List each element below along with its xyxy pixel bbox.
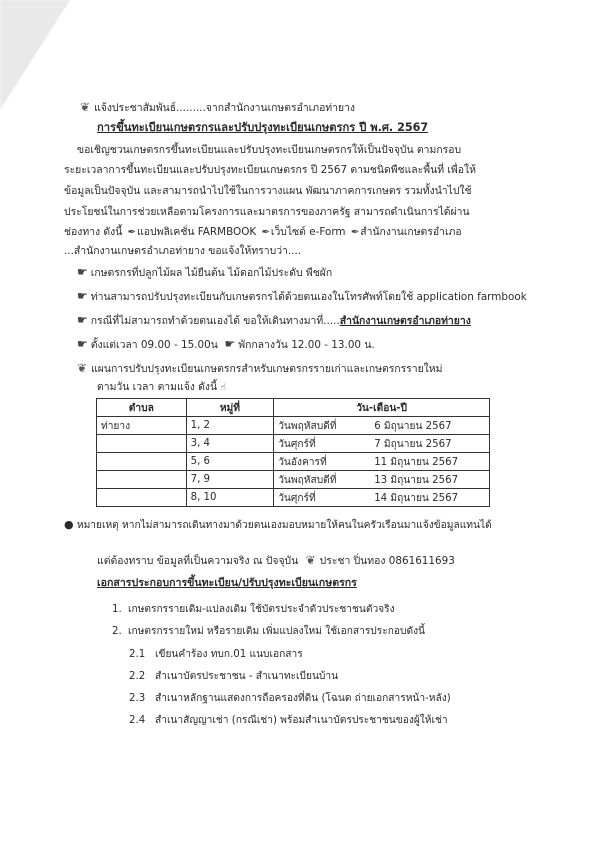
intro-line-2: ระยะเวลาการขึ้นทะเบียนและปรับปรุงทะเบียนเกษตรกร ปี 2567 ตามชนิดพืชและพื้นที่ เพื่อให้ [64,164,476,176]
table-row [97,435,490,453]
cell-date [274,453,490,471]
item-number: 1. [112,604,122,615]
cell-tambon [97,489,187,507]
announce-line [80,100,355,115]
intro-line-6: ...สำนักงานเกษตรอำเภอท่ายาง ขอแจ้งให้ทราบว่า.... [64,245,302,257]
intro-line-1: ขอเชิญชวนเกษตรกรขึ้นทะเบียนและปรับปรุงทะเบียนเกษตรกรให้เป็นปัจจุบัน ตามกรอบ [77,144,462,156]
cell-moo: 5, 6 [186,453,274,471]
item-number: 2. [112,626,122,637]
office-hours: ตั้งแต่เวลา 09.00 - 15.00น [90,339,218,351]
plan-line-2 [97,380,226,395]
list-item [112,603,395,617]
channel-farmbook: แอปพลิเคชั่น FARMBOOK [137,226,257,238]
cell-tambon [97,453,187,471]
item-number: 2.3 [129,693,146,704]
cell-moo: 7, 9 [186,471,274,489]
cell-day: วันศุกร์ที่ [278,438,316,450]
cell-moo: 8, 10 [186,489,274,507]
contact-text: ประชา ปิ่นทอง 0861611693 [319,555,455,567]
cell-date [274,471,490,489]
map-pin-icon: ● [64,518,74,531]
item-text: เกษตรกรรายใหม่ หรือรายเดิม เพิ่มแปลงใหม่ ใช้เอกสารประกอบดังนี้ [128,626,426,637]
bullet-4 [77,337,375,352]
item-text: สำเนาหลักฐานแสดงการถือครองที่ดิน (โฉนด ถ่ายเอกสารหน้า-หลัง) [155,693,451,704]
cell-tambon: ท่ายาง [97,417,187,435]
cell-date [274,489,490,507]
cell-day: วันพฤหัสบดีที่ [278,420,337,432]
cell-date-value: 7 มิถุนายน 2567 [374,438,452,450]
cell-date-value: 14 มิถุนายน 2567 [374,492,459,504]
page-title: การขึ้นทะเบียนเกษตรกรและปรับปรุงทะเบียนเกษตรกร ปี พ.ศ. 2567 [97,121,429,134]
announce-text: แจ้งประชาสัมพันธ์.........จากสำนักงานเกษตรอำเภอท่ายาง [94,102,355,114]
cell-day: วันศุกร์ที่ [278,492,316,504]
cell-moo: 1, 2 [186,417,274,435]
page-fold-shadow [0,0,70,110]
pin-icon: ✒ [127,227,137,238]
header-moo: หมู่ที่ [186,399,274,417]
leaf-icon: ❦ [305,553,316,567]
item-number: 2.4 [129,715,146,726]
cell-tambon [97,435,187,453]
pointing-hand-icon: ☛ [77,289,88,303]
bullet-1 [77,265,332,280]
bullet-2-text: ท่านสามารถปรับปรุงทะเบียนกับเกษตรกรได้ด้วยตนเองในโทรศัพท์โดยใช้ application farmbook [90,291,527,303]
remark-text: หมายเหตุ หากไม่สามารถเดินทางมาด้วยตนเองมอบหมายให้คนในครัวเรือนมาแจ้งข้อมูลแทนได้ [76,520,492,531]
cell-date [274,417,490,435]
bullet-3 [77,313,471,328]
cell-tambon [97,471,187,489]
intro-line-4: ประโยชน์ในการช่วยเหลือตามโครงการและมาตรการของภาครัฐ สามารถดำเนินการได้ผ่าน [64,206,470,218]
list-item [129,714,448,728]
pointing-hand-icon: ☛ [77,313,88,327]
finger-icon: ☝ [220,383,226,393]
list-item [129,670,338,684]
intro-line-3: ข้อมูลเป็นปัจจุบัน และสามารถนำไปใช้ในการวางแผน พัฒนาภาคการเกษตร รวมทั้งนำไปใช้ [64,185,472,197]
confirm-line [97,553,455,568]
leaf-icon: ❦ [77,361,88,375]
pin-icon: ✒ [350,227,360,238]
cell-date-value: 6 มิถุนายน 2567 [374,420,452,432]
documents-heading: เอกสารประกอบการขึ้นทะเบียน/ปรับปรุงทะเบียนเกษตรกร [97,577,357,589]
table-row [97,417,490,435]
list-item [129,648,303,662]
header-tambon: ตำบล [97,399,187,417]
table-row [97,471,490,489]
plan-line [77,361,442,376]
list-item [129,692,451,706]
pointing-hand-icon: ☛ [77,265,88,279]
cell-day: วันพฤหัสบดีที่ [278,474,337,486]
item-text: เขียนคำร้อง ทบก.01 แนบเอกสาร [155,649,303,660]
cell-date-value: 11 มิถุนายน 2567 [374,456,459,468]
schedule-table [96,398,490,507]
table-row [97,453,490,471]
cell-moo: 3, 4 [186,435,274,453]
pin-icon: ✒ [261,227,270,238]
leaf-icon: ❦ [80,100,91,114]
bullet-1-text: เกษตรกรที่ปลูกไม้ผล ไม้ยืนต้น ไม้ดอกไม้ประดับ พืชผัก [90,267,333,279]
cell-date [274,435,490,453]
item-text: เกษตรกรรายเดิม-แปลงเดิม ใช้บัตรประจำตัวประชาชนตัวจริง [128,604,395,615]
channel-office: สำนักงานเกษตรอำเภอ [360,226,462,238]
bullet-2 [77,289,527,304]
table-row [97,489,490,507]
list-item [112,625,425,639]
plan-subtext: ตามวัน เวลา ตามแจ้ง ดังนี้ [97,381,218,393]
plan-text: แผนการปรับปรุงทะเบียนเกษตรกรสำหรับเกษตรกรรายเก่าและเกษตรกรรายใหม่ [91,363,443,375]
item-number: 2.1 [129,649,146,660]
cell-day: วันอังคารที่ [278,456,327,468]
lunch-break: พักกลางวัน 12.00 - 13.00 น. [238,339,375,351]
item-number: 2.2 [129,671,146,682]
channel-eform: เว็บไซต์ e-Form [270,226,346,238]
pointing-hand-icon: ☛ [77,337,88,351]
cell-date-value: 13 มิถุนายน 2567 [374,474,459,486]
bullet-3-text: กรณีที่ไม่สามารถทำด้วยตนเองได้ ขอให้เดินทางมาที่..... [90,315,340,327]
office-name-highlight: สำนักงานเกษตรอำเภอท่ายาง [339,315,471,327]
pointing-hand-icon: ☛ [224,337,236,351]
confirm-text: แต่ต้องทราบ ข้อมูลที่เป็นความจริง ณ ปัจจุบัน [97,555,299,567]
item-text: สำเนาสัญญาเช่า (กรณีเช่า) พร้อมสำเนาบัตรประชาชนของผู้ให้เช่า [155,715,448,726]
item-text: สำเนาบัตรประชาชน - สำเนาทะเบียนบ้าน [155,671,339,682]
remark-line [64,518,492,533]
table-header-row [97,399,490,417]
channels-label: ช่องทาง ดังนี้ [64,226,123,238]
header-date: วัน-เดือน-ปี [274,399,490,417]
channels-line [64,225,462,240]
